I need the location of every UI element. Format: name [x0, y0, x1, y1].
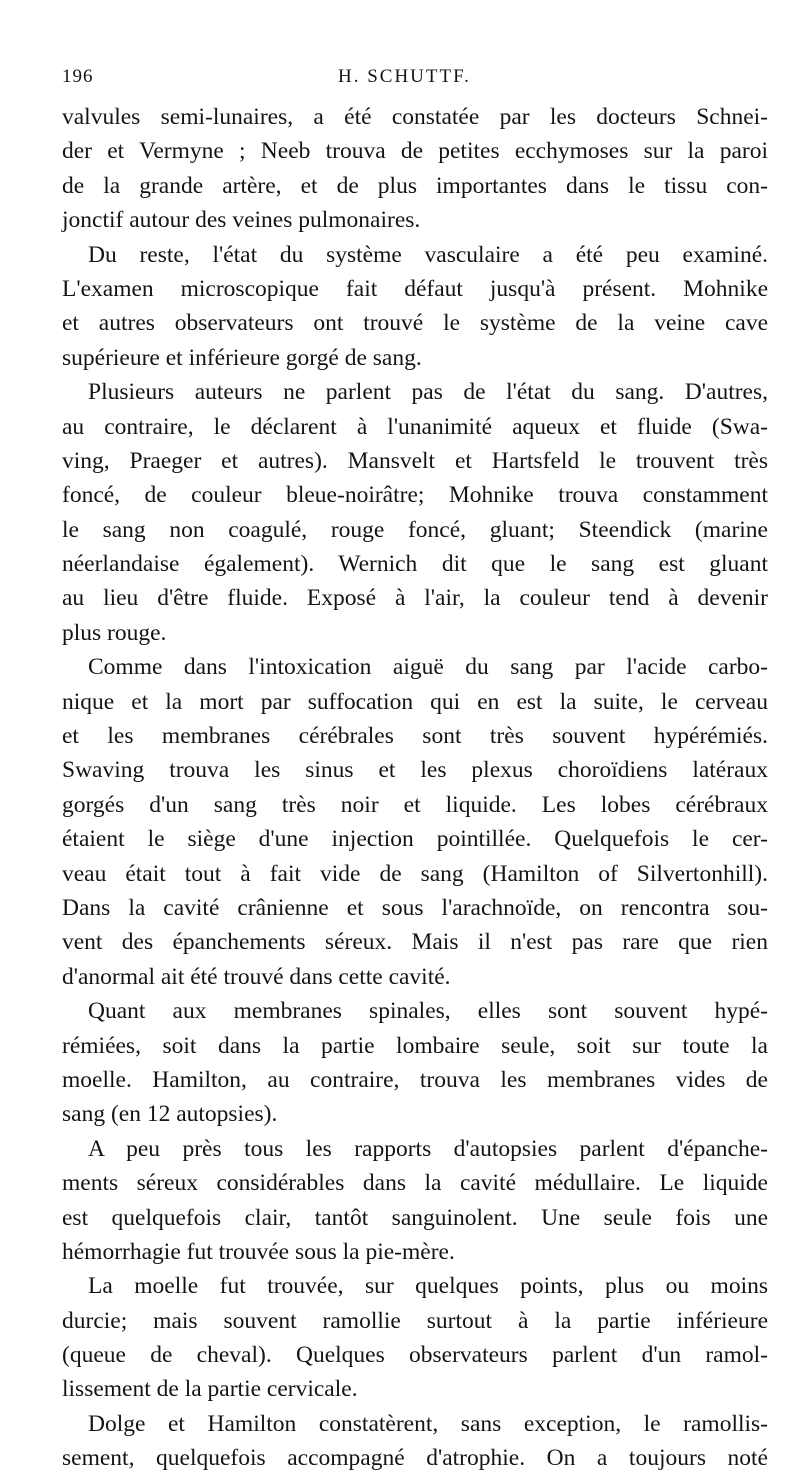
text-line: sang (en 12 autopsies).: [62, 1101, 278, 1128]
text-line: veau était tout à fait vide de sang (Hamilton of Silvertonhill).: [62, 860, 768, 887]
text-line: ments séreux considérables dans la cavité médullaire. Le liquide: [62, 1170, 768, 1197]
text-line: La moelle fut trouvée, sur quelques points, plus ou moins: [88, 1273, 768, 1300]
text-line: foncé, de couleur bleue-noirâtre; Mohnike trouva constamment: [62, 482, 768, 509]
text-line: Plusieurs auteurs ne parlent pas de l'état du sang. D'autres,: [88, 379, 768, 406]
text-line: au lieu d'être fluide. Exposé à l'air, la couleur tend à devenir: [62, 585, 768, 612]
text-line: A peu près tous les rapports d'autopsies parlent d'épanche-: [88, 1135, 768, 1162]
text-line: étaient le siège d'une injection pointillée. Quelquefois le cer-: [62, 826, 768, 853]
text-line: moelle. Hamilton, au contraire, trouva les membranes vides de: [62, 1066, 768, 1093]
text-line: plus rouge.: [62, 619, 167, 646]
text-line: jonctif autour des veines pulmonaires.: [62, 207, 421, 234]
text-line: Du reste, l'état du système vasculaire a été peu examiné.: [88, 241, 768, 268]
text-line: Dans la cavité crânienne et sous l'arachnoïde, on rencontra sou-: [62, 894, 768, 921]
text-line: ving, Praeger et autres). Mansvelt et Hartsfeld le trouvent très: [62, 447, 768, 474]
text-line: le sang non coagulé, rouge foncé, gluant; Steendick (marine: [62, 516, 768, 543]
text-line: durcie; mais souvent ramollie surtout à la partie inférieure: [62, 1307, 768, 1334]
text-line: L'examen microscopique fait défaut jusqu'à présent. Mohnike: [62, 275, 768, 302]
text-line: sement, quelquefois accompagné d'atrophie. On a toujours noté: [62, 1445, 768, 1472]
text-line: nique et la mort par suffocation qui en est la suite, le cerveau: [62, 688, 768, 715]
running-head: [62, 66, 768, 96]
text-line: valvules semi-lunaires, a été constatée par les docteurs Schnei-: [62, 104, 768, 130]
text-line: gorgés d'un sang très noir et liquide. Les lobes cérébraux: [62, 791, 768, 818]
text-line: (queue de cheval). Quelques observateurs parlent d'un ramol-: [62, 1342, 768, 1369]
body-text: [62, 100, 768, 1476]
text-line: Swaving trouva les sinus et les plexus choroïdiens latéraux: [62, 757, 768, 784]
text-line: et les membranes cérébrales sont très souvent hypérémiés.: [62, 723, 768, 750]
text-line: néerlandaise également). Wernich dit que le sang est gluant: [62, 551, 768, 578]
text-line: rémiées, soit dans la partie lombaire seule, soit sur toute la: [62, 1032, 768, 1059]
text-line: hémorrhagie fut trouvée sous la pie-mère.: [62, 1238, 455, 1265]
book-page: [62, 66, 768, 1476]
text-line: est quelquefois clair, tantôt sanguinolent. Une seule fois une: [62, 1204, 768, 1231]
text-line: der et Vermyne ; Neeb trouva de petites ecchymoses sur la paroi: [62, 138, 768, 165]
text-line: et autres observateurs ont trouvé le système de la veine cave: [62, 310, 768, 337]
running-head-author: H. SCHUTTF.: [338, 66, 471, 87]
page-number: 196: [62, 66, 94, 87]
text-line: Quant aux membranes spinales, elles sont souvent hypé-: [88, 998, 768, 1025]
text-line: au contraire, le déclarent à l'unanimité aqueux et fluide (Swa-: [62, 413, 768, 440]
text-line: de la grande artère, et de plus importantes dans le tissu con-: [62, 172, 768, 199]
text-line: vent des épanchements séreux. Mais il n'est pas rare que rien: [62, 929, 768, 956]
text-line: supérieure et inférieure gorgé de sang.: [62, 344, 422, 371]
text-line: Dolge et Hamilton constatèrent, sans exception, le ramollis-: [88, 1410, 768, 1437]
text-line: Comme dans l'intoxication aiguë du sang par l'acide carbo-: [88, 654, 768, 681]
text-line: d'anormal ait été trouvé dans cette cavité.: [62, 963, 451, 990]
text-line: lissement de la partie cervicale.: [62, 1376, 358, 1403]
